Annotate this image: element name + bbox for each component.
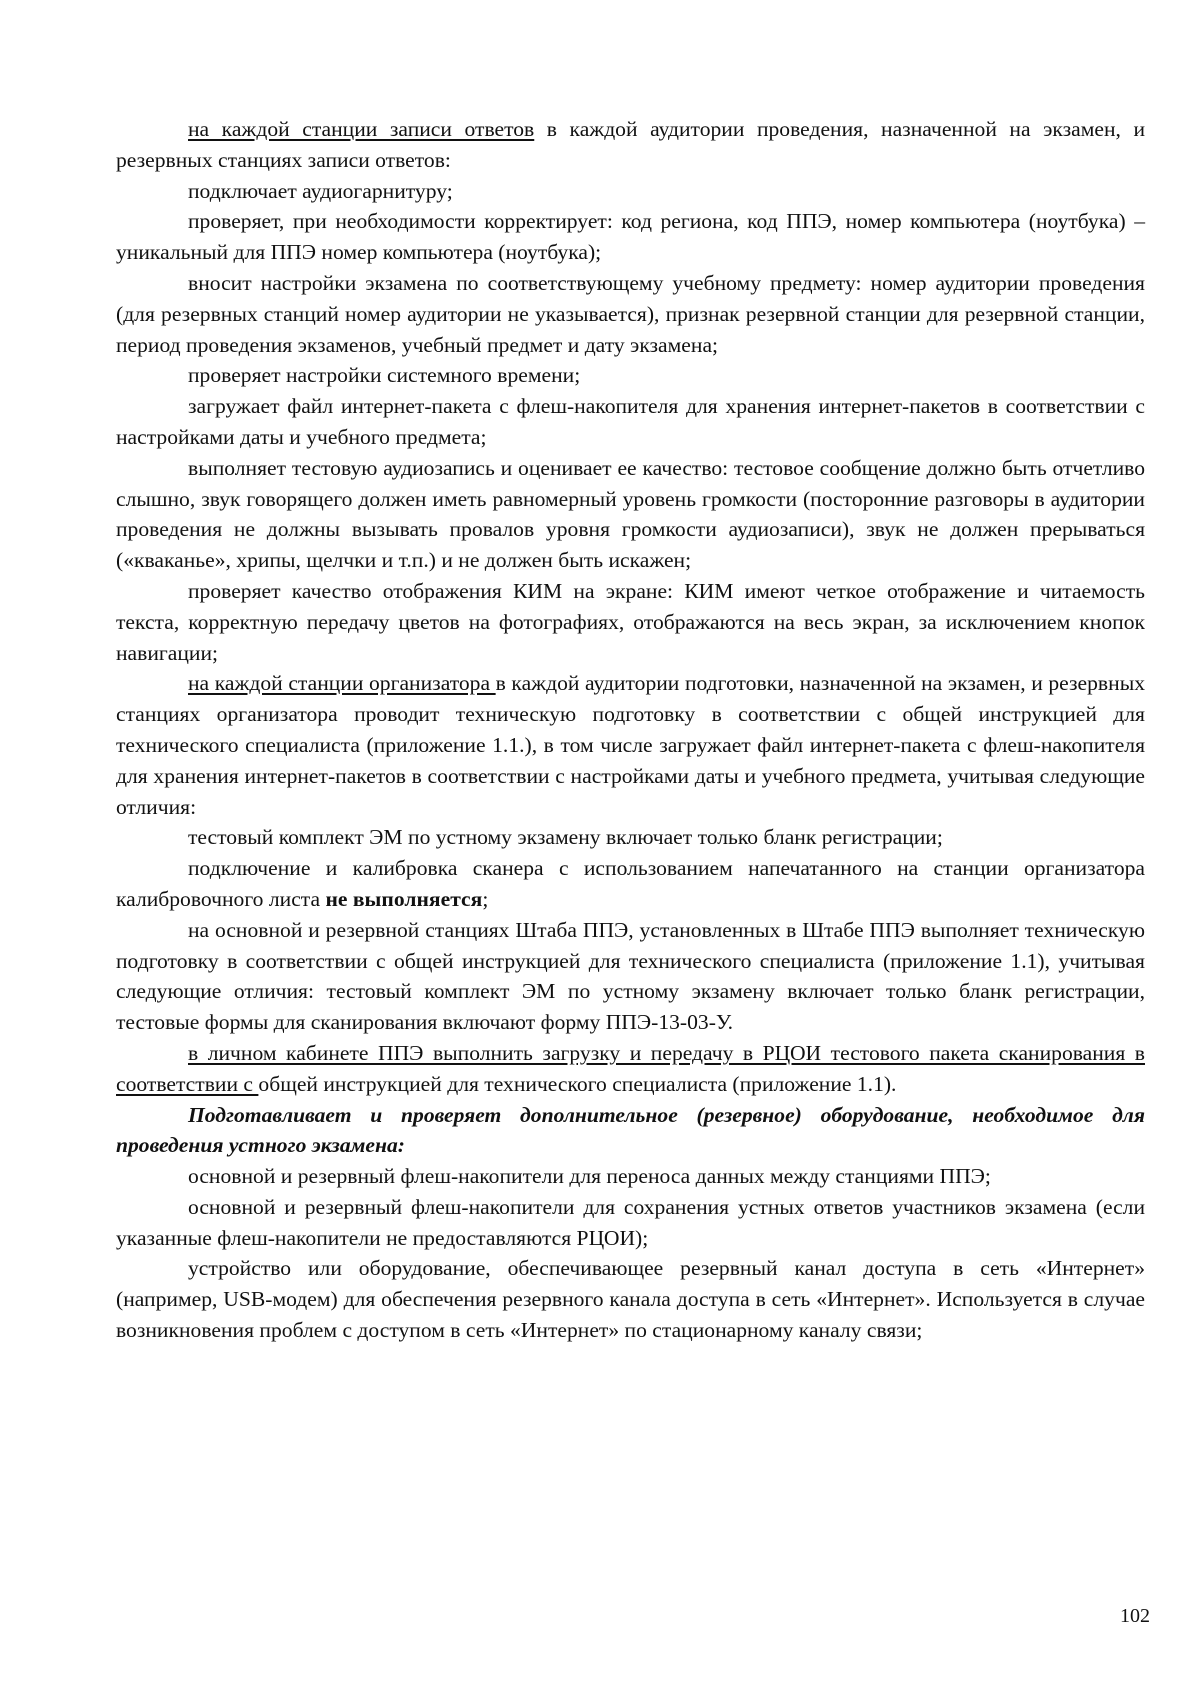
paragraph-4 [116, 268, 1145, 360]
paragraph-text: подключает аудиогарнитуру; [188, 178, 453, 203]
paragraph-text: в каждой аудитории подготовки, назначенной на экзамен, и резервных станциях организатора проводит техническую подготовку в соответствии с общей инструкцией для технического специалиста (приложение 1.1.), в том числе загружает файл интернет-пакета с флеш-накопителя для хранения интернет-пакетов в соответствии с настройками даты и учебного предмета, учитывая следующие отличия: [116, 671, 1145, 819]
paragraph-10 [116, 822, 1145, 853]
paragraph-17 [116, 1253, 1145, 1345]
page-number: 102 [1120, 1605, 1150, 1627]
paragraph-14 [116, 1100, 1145, 1162]
underlined-phrase: на каждой станции организатора [188, 671, 496, 696]
paragraph-5 [116, 360, 1145, 391]
paragraph-1 [116, 114, 1145, 176]
paragraph-11 [116, 853, 1145, 915]
paragraph-12 [116, 915, 1145, 1038]
paragraph-2 [116, 176, 1145, 207]
paragraph-8 [116, 576, 1145, 668]
paragraph-text: загружает файл интернет-пакета с флеш-накопителя для хранения интернет-пакетов в соответствии с настройками даты и учебного предмета; [116, 394, 1145, 449]
paragraph-text: вносит настройки экзамена по соответствующему учебному предмету: номер аудитории проведения (для резервных станций номер аудитории не указывается), признак резервной станции для резервной станции, период проведения экзаменов, учебный предмет и дату экзамена; [116, 270, 1145, 357]
paragraph-3 [116, 206, 1145, 268]
paragraph-text: проверяет качество отображения КИМ на экране: КИМ имеют четкое отображение и читаемость текста, корректную передачу цветов на фотографиях, отображаются на весь экран, за исключением кнопок навигации; [116, 578, 1145, 665]
paragraph-text: подключение и калибровка сканера с использованием напечатанного на станции организатора калибровочного листа [116, 856, 1145, 911]
underlined-phrase: на каждой станции записи ответов [188, 117, 535, 141]
underlined-phrase: в личном кабинете ППЭ выполнить загрузку и передачу в РЦОИ тестового пакета сканирования в соответствии с [116, 1040, 1145, 1096]
paragraph-text: в каждой аудитории проведения, назначенной на экзамен, и резервных станциях записи ответов: [116, 117, 1145, 172]
paragraph-text: тестовый комплект ЭМ по устному экзамену включает только бланк регистрации; [188, 825, 943, 850]
paragraph-text: проверяет, при необходимости корректирует: код региона, код ППЭ, номер компьютера (ноутбука) – уникальный для ППЭ номер компьютера (ноутбука); [116, 209, 1145, 265]
bold-phrase: не выполняется [325, 886, 483, 911]
bold-italic-heading: Подготавливает и проверяет дополнительное (резервное) оборудование, необходимое для проведения устного экзамена: [116, 1102, 1145, 1158]
paragraph-text: основной и резервный флеш-накопители для сохранения устных ответов участников экзамена (если указанные флеш-накопители не предоставляются РЦОИ); [116, 1194, 1145, 1250]
paragraph-text: проверяет настройки системного времени; [188, 363, 581, 388]
paragraph-9 [116, 668, 1145, 822]
paragraph-15 [116, 1161, 1145, 1192]
document-body [116, 114, 1145, 1346]
paragraph-text: устройство или оборудование, обеспечивающее резервный канал доступа в сеть «Интернет» (например, USB-модем) для обеспечения резервного канала доступа в сеть «Интернет». Используется в случае возникновения проблем с доступом в сеть «Интернет» по стационарному каналу связи; [116, 1256, 1145, 1343]
paragraph-text: на основной и резервной станциях Штаба ППЭ, установленных в Штабе ППЭ выполняет техническую подготовку в соответствии с общей инструкцией для технического специалиста (приложение 1.1), учитывая следующие отличия: тестовый комплект ЭМ по устному экзамену включает только бланк регистрации, тестовые формы для сканирования включают форму ППЭ-13-03-У. [116, 917, 1145, 1035]
paragraph-text: выполняет тестовую аудиозапись и оценивает ее качество: тестовое сообщение должно быть отчетливо слышно, звук говорящего должен иметь равномерный уровень громкости (посторонние разговоры в аудитории проведения не должны вызывать провалов уровня громкости аудиозаписи), звук не должен прерываться («кваканье», хрипы, щелчки и т.п.) и не должен быть искажен; [116, 455, 1145, 573]
paragraph-text: основной и резервный флеш-накопители для переноса данных между станциями ППЭ; [188, 1164, 991, 1189]
paragraph-13 [116, 1038, 1145, 1100]
paragraph-7 [116, 453, 1145, 576]
paragraph-16 [116, 1192, 1145, 1254]
paragraph-6 [116, 391, 1145, 453]
paragraph-text: ; [482, 886, 489, 911]
paragraph-text: общей инструкцией для технического специалиста (приложение 1.1). [258, 1071, 897, 1096]
